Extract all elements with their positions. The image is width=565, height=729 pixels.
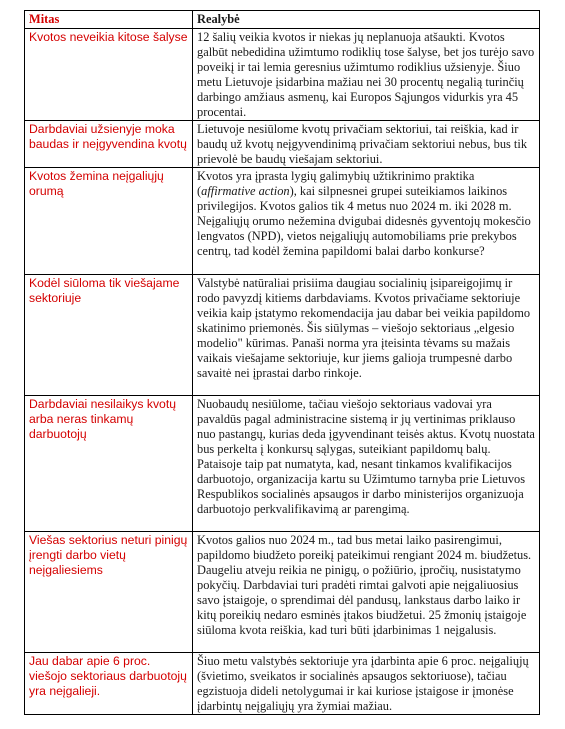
table-row xyxy=(25,396,540,532)
reality-cell: Valstybė natūraliai prisiima daugiau socialinių įsipareigojimų ir rodo pavyzdį kitiems darbdaviams. Kvotos privačiame sektoriuje veikia kaip įstatymo rekomendacija jau dabar bei veikia papildomo skatinimo priemonės. Šis siūlymas – viešojo sektoriaus „elgesio modelio" kūrimas. Panaši norma yra įteisinta tėvams su mažais vaikais viešajame sektoriuje, kur jiems galioja trumpesnė darbo savaitė nei įprastai darbo rinkoje. xyxy=(193,275,540,396)
table-row xyxy=(25,168,540,275)
reality-cell: 12 šalių veikia kvotos ir niekas jų neplanuoja atšaukti. Kvotos galbūt nebedidina užimtumo rodiklių tose šalyse, bet jos turėjo savo poveikį ir tai lemia geresnius užimtumo rodiklius užsienyje. Šiuo metu Lietuvoje įsidarbina mažiau nei 30 procentų negalią turinčių darbingo amžiaus asmenų, kai Europos Sąjungos vidurkis yra 45 procentai. xyxy=(193,29,540,121)
myth-cell: Darbdaviai užsienyje moka baudas ir neįgyvendina kvotų xyxy=(25,121,193,168)
myth-cell: Kodėl siūloma tik viešajame sektoriuje xyxy=(25,275,193,396)
reality-cell xyxy=(193,168,540,275)
myth-cell: Jau dabar apie 6 proc. viešojo sektoriaus darbuotojų yra neįgalieji. xyxy=(25,653,193,715)
myth-cell: Viešas sektorius neturi pinigų įrengti darbo vietų neįgaliesiems xyxy=(25,532,193,653)
myth-cell: Kvotos žemina neįgaliųjų orumą xyxy=(25,168,193,275)
table-row xyxy=(25,29,540,121)
table-row xyxy=(25,653,540,715)
header-myth: Mitas xyxy=(25,11,193,29)
reality-cell: Šiuo metu valstybės sektoriuje yra įdarbinta apie 6 proc. neįgaliųjų (švietimo, sveikatos ir socialinės apsaugos sektoriuose), tačiau egzistuoja dideli netolygumai ir kai kuriose įstaigose ir įmonėse įdarbintų neįgaliųjų yra žymiai mažiau. xyxy=(193,653,540,715)
myth-reality-table xyxy=(24,10,540,715)
reality-cell: Nuobaudų nesiūlome, tačiau viešojo sektoriaus vadovai yra pavaldūs pagal administracine sistemą ir jų vertinimas priklauso nuo pastangų, kurias deda įgyvendinant teisės aktus. Kvotų nuostata bus perkelta į konkursų sąlygas, suteikiant papildomų balų. Pataisoje taip pat numatyta, kad, nesant tinkamos kvalifikacijos darbuotojo, organizacija kartu su Užimtumo tarnyba prie Lietuvos Respublikos socialinės apsaugos ir darbo ministerijos organizuoja darbuotojo perkvalifikavimą ar parengimą. xyxy=(193,396,540,532)
reality-text: ), kai silpnesnei grupei suteikiamos laikinos privilegijos. Kvotos galios tik 4 metus nuo 2024 m. iki 2028 m. Neįgaliųjų orumo nežemina dvigubai didesnės gyventojų mokesčio lengvatos (NPD), vietos neįgaliųjų automobiliams prie prekybos centrų, tad kodėl žemina papildomi balai darbo konkurse? xyxy=(197,184,531,258)
reality-italic-term: affirmative action xyxy=(201,184,290,198)
reality-text: Kvotos yra įprasta lygių galimybių užtikrinimo praktika ( xyxy=(197,169,475,198)
reality-cell: Kvotos galios nuo 2024 m., tad bus metai laiko pasirengimui, papildomo biudžeto poreikį pateikimui rengiant 2024 m. biudžetus. Daugeliu atveju reikia ne pinigų, o požiūrio, įpročių, nusistatymo pokyčių. Darbdaviai turi pradėti rimtai galvoti apie neįgaliuosius savo įstaigoje, o sprendimai dėl pandusų, lankstaus darbo laiko ir kitų poreikių nedaro esminės įtakos biudžetui. 25 žmonių įstaigoje siūloma kvota reiškia, kad turi būti įdarbinimas 1 neįgalusis. xyxy=(193,532,540,653)
header-reality: Realybė xyxy=(193,11,540,29)
table-row xyxy=(25,121,540,168)
table-row xyxy=(25,532,540,653)
myth-cell: Darbdaviai nesilaikys kvotų arba neras tinkamų darbuotojų xyxy=(25,396,193,532)
reality-cell: Lietuvoje nesiūlome kvotų privačiam sektoriui, tai reiškia, kad ir baudų už kvotų neįgyvendinimą privačiam sektoriui nebus, bus tik prievolė be baudų viešajam sektoriui. xyxy=(193,121,540,168)
myth-cell: Kvotos neveikia kitose šalyse xyxy=(25,29,193,121)
table-header-row xyxy=(25,11,540,29)
table-row xyxy=(25,275,540,396)
